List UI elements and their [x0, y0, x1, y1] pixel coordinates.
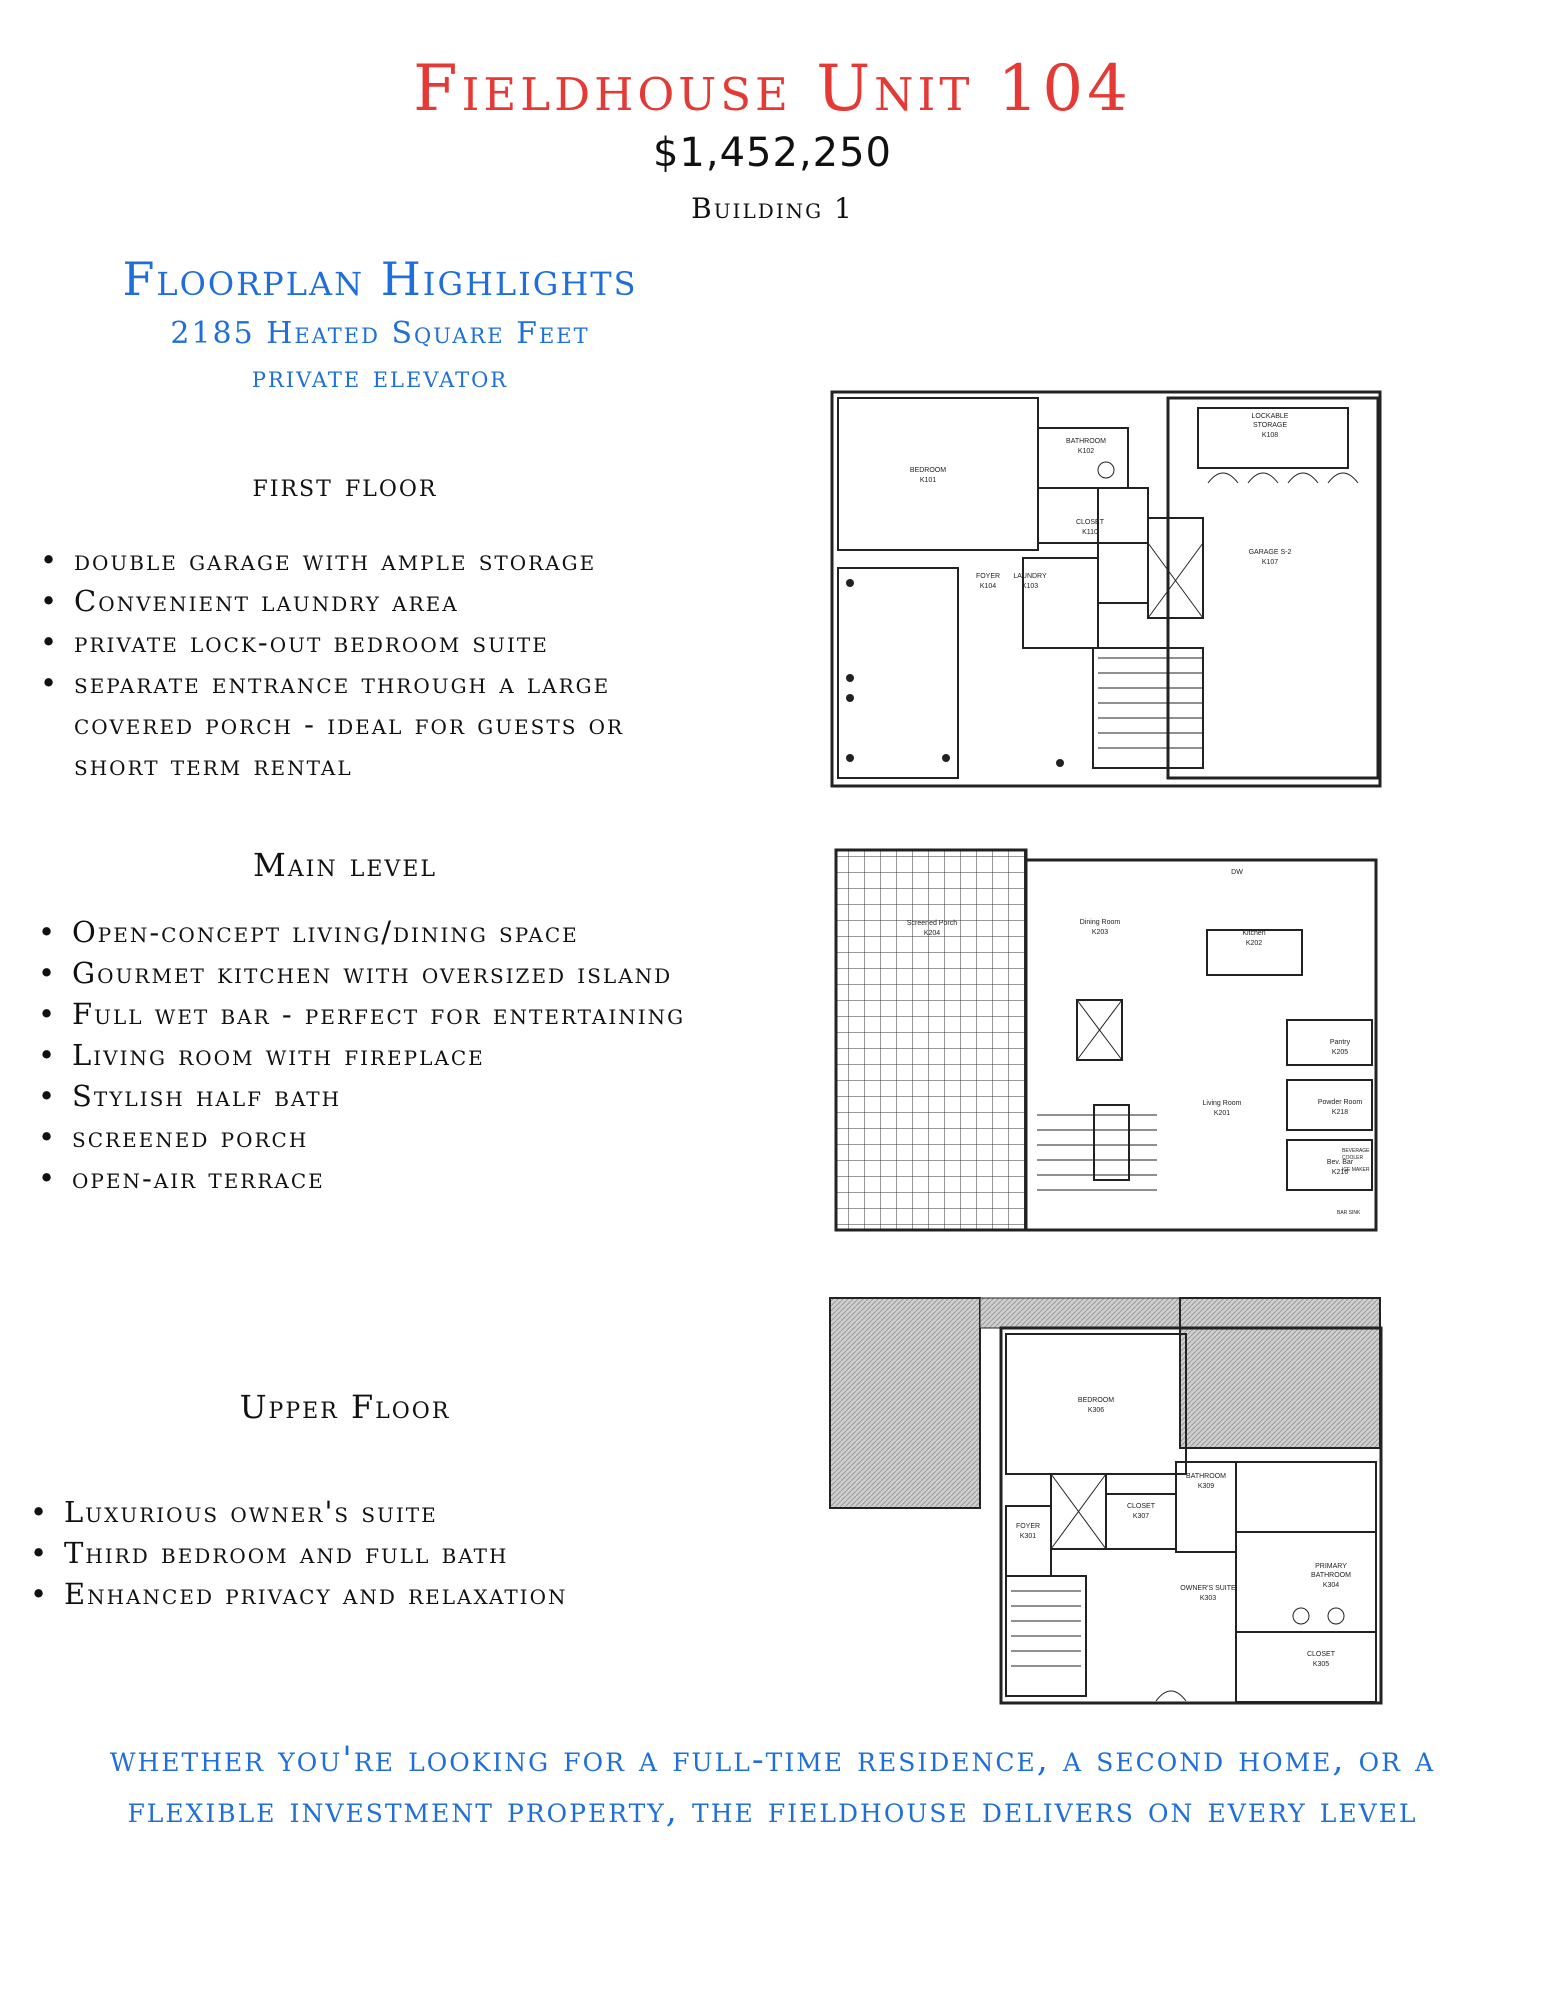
list-item: • separate entrance through a large covered porch - ideal for guests or short term rental: [34, 663, 714, 786]
plan-label: BEVERAGE: [1342, 1148, 1370, 1154]
list-item: • Gourmet kitchen with oversized island: [32, 953, 772, 994]
plan-label: K104: [979, 583, 997, 590]
list-item: • private lock-out bedroom suite: [34, 622, 714, 663]
building-label: Building 1: [691, 192, 854, 225]
plan-label: K101: [919, 477, 937, 484]
plan-label: K110: [1082, 529, 1098, 536]
plan-label: K303: [1199, 1595, 1217, 1602]
plan-label: K202: [1245, 940, 1263, 947]
main-level-plan: [832, 840, 1382, 1240]
plan-label: STORAGE: [1252, 422, 1288, 429]
list-item: • open-air terrace: [32, 1158, 772, 1199]
plan-label: K205: [1331, 1049, 1349, 1056]
plan-label: BATHROOM: [1311, 1572, 1351, 1579]
plan-label: K307: [1132, 1513, 1150, 1520]
list-item: • Stylish half bath: [32, 1076, 772, 1117]
plan-label: K204: [923, 930, 941, 937]
plan-label: BATHROOM: [1066, 438, 1106, 445]
upper-floor-heading: Upper Floor: [239, 1388, 451, 1426]
plan-label: BEDROOM: [1077, 1397, 1115, 1404]
list-item: • screened porch: [32, 1117, 772, 1158]
list-item: • Full wet bar - perfect for entertaining: [32, 994, 772, 1035]
list-item: • Living room with fireplace: [32, 1035, 772, 1076]
plan-label: K107: [1261, 559, 1279, 566]
plan-label: K102: [1077, 448, 1095, 455]
plan-label: K216: [1331, 1169, 1349, 1176]
list-item: • Third bedroom and full bath: [24, 1533, 724, 1574]
plan-label: Kitchen: [1242, 930, 1266, 937]
first-floor-heading: first floor: [252, 466, 438, 504]
private-elevator: private elevator: [251, 360, 509, 395]
plan-label: BEDROOM: [909, 467, 947, 474]
list-item: • Luxurious owner's suite: [24, 1492, 724, 1533]
plan-label: Pantry: [1329, 1039, 1351, 1046]
price: $1,452,250: [652, 130, 893, 176]
plan-label: Screened Porch: [906, 920, 958, 927]
plan-label: K108: [1261, 432, 1279, 439]
plan-label: Dining Room: [1079, 919, 1121, 926]
plan-label: Living Room: [1202, 1100, 1242, 1107]
main-level-heading: Main level: [253, 846, 437, 884]
list-item: • Open-concept living/dining space: [32, 912, 772, 953]
plan-label: Bev. Bar: [1326, 1159, 1354, 1166]
first-floor-list: [34, 540, 714, 786]
plan-label: ICE MAKER: [1342, 1167, 1370, 1173]
plan-label: LOCKABLE: [1251, 413, 1289, 420]
plan-label: FOYER: [975, 573, 1001, 580]
plan-label: K201: [1213, 1110, 1231, 1117]
list-item: • Convenient laundry area: [34, 581, 714, 622]
plan-label: K304: [1322, 1582, 1340, 1589]
highlights-title: Floorplan Highlights: [122, 252, 638, 306]
square-feet: 2185 Heated Square Feet: [170, 316, 590, 351]
plan-label: COOLER: [1342, 1155, 1364, 1161]
plan-label: Powder Room: [1317, 1099, 1363, 1106]
plan-label: BAR SINK: [1337, 1210, 1361, 1216]
plan-label: FOYER: [1015, 1523, 1041, 1530]
upper-floor-plan: [826, 1296, 1386, 1716]
plan-label: K306: [1087, 1407, 1105, 1414]
first-floor-plan: [828, 388, 1388, 798]
plan-label: CLOSET: [1075, 519, 1105, 526]
plan-label: K305: [1312, 1661, 1330, 1668]
plan-label: DW: [1231, 869, 1243, 876]
page-title: Fieldhouse Unit 104: [413, 52, 1132, 126]
upper-floor-list: [24, 1492, 724, 1615]
plan-label: K218: [1331, 1109, 1349, 1116]
list-item: • double garage with ample storage: [34, 540, 714, 581]
plan-label: K301: [1019, 1533, 1037, 1540]
plan-label: LAUNDRY: [1013, 573, 1047, 580]
plan-label: CLOSET: [1126, 1503, 1156, 1510]
plan-label: K103: [1021, 583, 1039, 590]
plan-label: CLOSET: [1306, 1651, 1336, 1658]
closing-statement: whether you're looking for a full-time residence, a second home, or a flexible investment property, the fieldhouse delivers on every level: [109, 1740, 1436, 1831]
plan-label: K309: [1197, 1483, 1215, 1490]
list-item: • Enhanced privacy and relaxation: [24, 1574, 724, 1615]
plan-label: GARAGE S-2: [1248, 549, 1292, 556]
plan-label: PRIMARY: [1315, 1563, 1347, 1570]
main-level-list: [32, 912, 772, 1199]
plan-label: BATHROOM: [1186, 1473, 1226, 1480]
plan-label: K203: [1091, 929, 1109, 936]
plan-label: OWNER'S SUITE: [1180, 1585, 1236, 1592]
